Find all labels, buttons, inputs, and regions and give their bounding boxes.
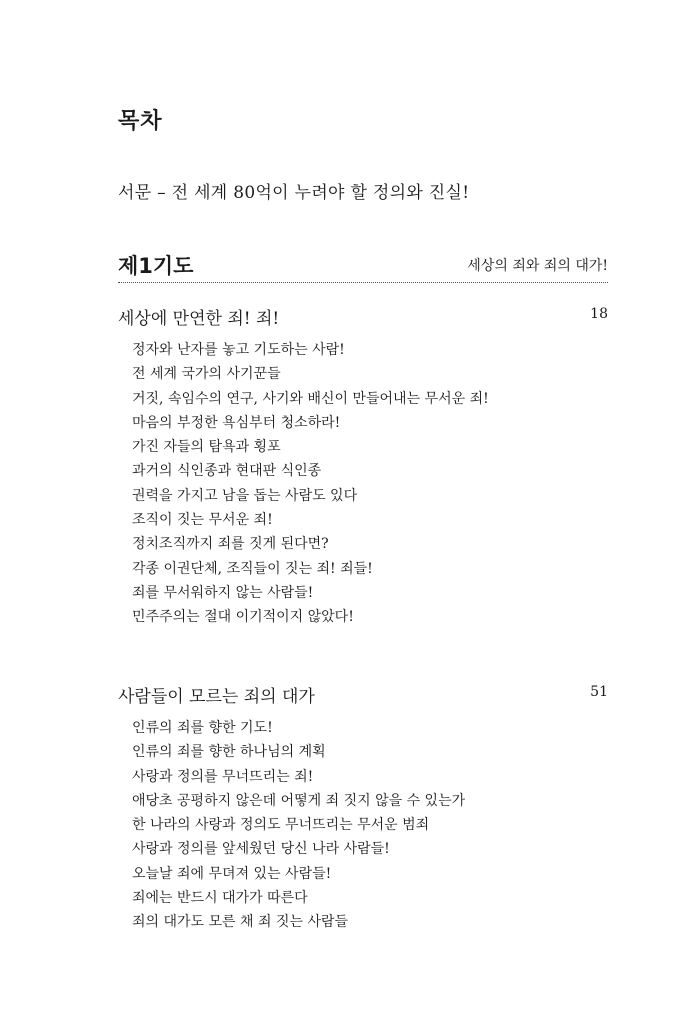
toc-item[interactable]: 정치조직까지 죄를 짓게 된다면? xyxy=(132,536,329,553)
toc-page xyxy=(118,0,608,1036)
chapter-items-list xyxy=(132,338,608,630)
toc-item[interactable]: 마음의 부정한 욕심부터 청소하라! xyxy=(132,414,341,431)
toc-item[interactable]: 정자와 난자를 놓고 기도하는 사람! xyxy=(132,342,345,358)
toc-item[interactable]: 죄를 무서워하지 않는 사람들! xyxy=(132,584,314,601)
toc-item[interactable]: 한 나라의 사랑과 정의도 무너뜨리는 무서운 범죄 xyxy=(132,817,430,834)
toc-item[interactable]: 인류의 죄를 향한 기도! xyxy=(132,720,273,736)
toc-item[interactable]: 애당초 공평하지 않은데 어떻게 죄 짓지 않을 수 있는가 xyxy=(132,792,466,809)
chapter-title[interactable]: 사람들이 모르는 죄의 대가 xyxy=(118,687,315,707)
toc-item[interactable]: 조직이 짓는 무서운 죄! xyxy=(132,512,273,529)
toc-title: 목차 xyxy=(118,109,163,134)
toc-item[interactable]: 과거의 식인종과 현대판 식인종 xyxy=(132,463,322,480)
chapter-heading[interactable] xyxy=(118,682,608,710)
preface-entry[interactable]: 서문 – 전 세계 80억이 누려야 할 정의와 진실! xyxy=(118,183,470,203)
toc-item[interactable]: 인류의 죄를 향한 하나님의 계획 xyxy=(132,744,326,761)
chapter-heading[interactable] xyxy=(118,304,608,332)
part-subtitle: 세상의 죄와 죄의 대가! xyxy=(467,258,608,274)
toc-item[interactable]: 전 세계 국가의 사기꾼들 xyxy=(132,366,281,383)
chapter-page-number: 51 xyxy=(590,684,608,700)
toc-item[interactable]: 죄의 대가도 모른 채 죄 짓는 사람들 xyxy=(132,914,349,931)
chapter-title[interactable]: 세상에 만연한 죄! 죄! xyxy=(118,309,280,329)
toc-item[interactable]: 죄에는 반드시 대가가 따른다 xyxy=(132,890,308,907)
toc-item[interactable]: 각종 이권단체, 조직들이 짓는 죄! 죄들! xyxy=(132,560,373,577)
toc-item[interactable]: 민주주의는 절대 이기적이지 않았다! xyxy=(132,609,354,626)
chapter-section xyxy=(118,682,608,935)
toc-item[interactable]: 가진 자들의 탐욕과 횡포 xyxy=(132,439,281,456)
toc-item[interactable]: 사랑과 정의를 무너뜨리는 죄! xyxy=(132,768,314,785)
toc-item[interactable]: 거짓, 속임수의 연구, 사기와 배신이 만들어내는 무서운 죄! xyxy=(132,390,489,407)
chapter-section xyxy=(118,304,608,630)
toc-item[interactable]: 권력을 가지고 남을 돕는 사람도 있다 xyxy=(132,487,358,504)
part-header xyxy=(118,250,608,283)
chapter-page-number: 18 xyxy=(590,306,608,322)
toc-item[interactable]: 오늘날 죄에 무뎌져 있는 사람들! xyxy=(132,865,332,882)
toc-item[interactable]: 사랑과 정의를 앞세웠던 당신 나라 사람들! xyxy=(132,841,390,858)
part-title[interactable]: 제1기도 xyxy=(118,254,194,278)
chapter-items-list xyxy=(132,716,608,935)
